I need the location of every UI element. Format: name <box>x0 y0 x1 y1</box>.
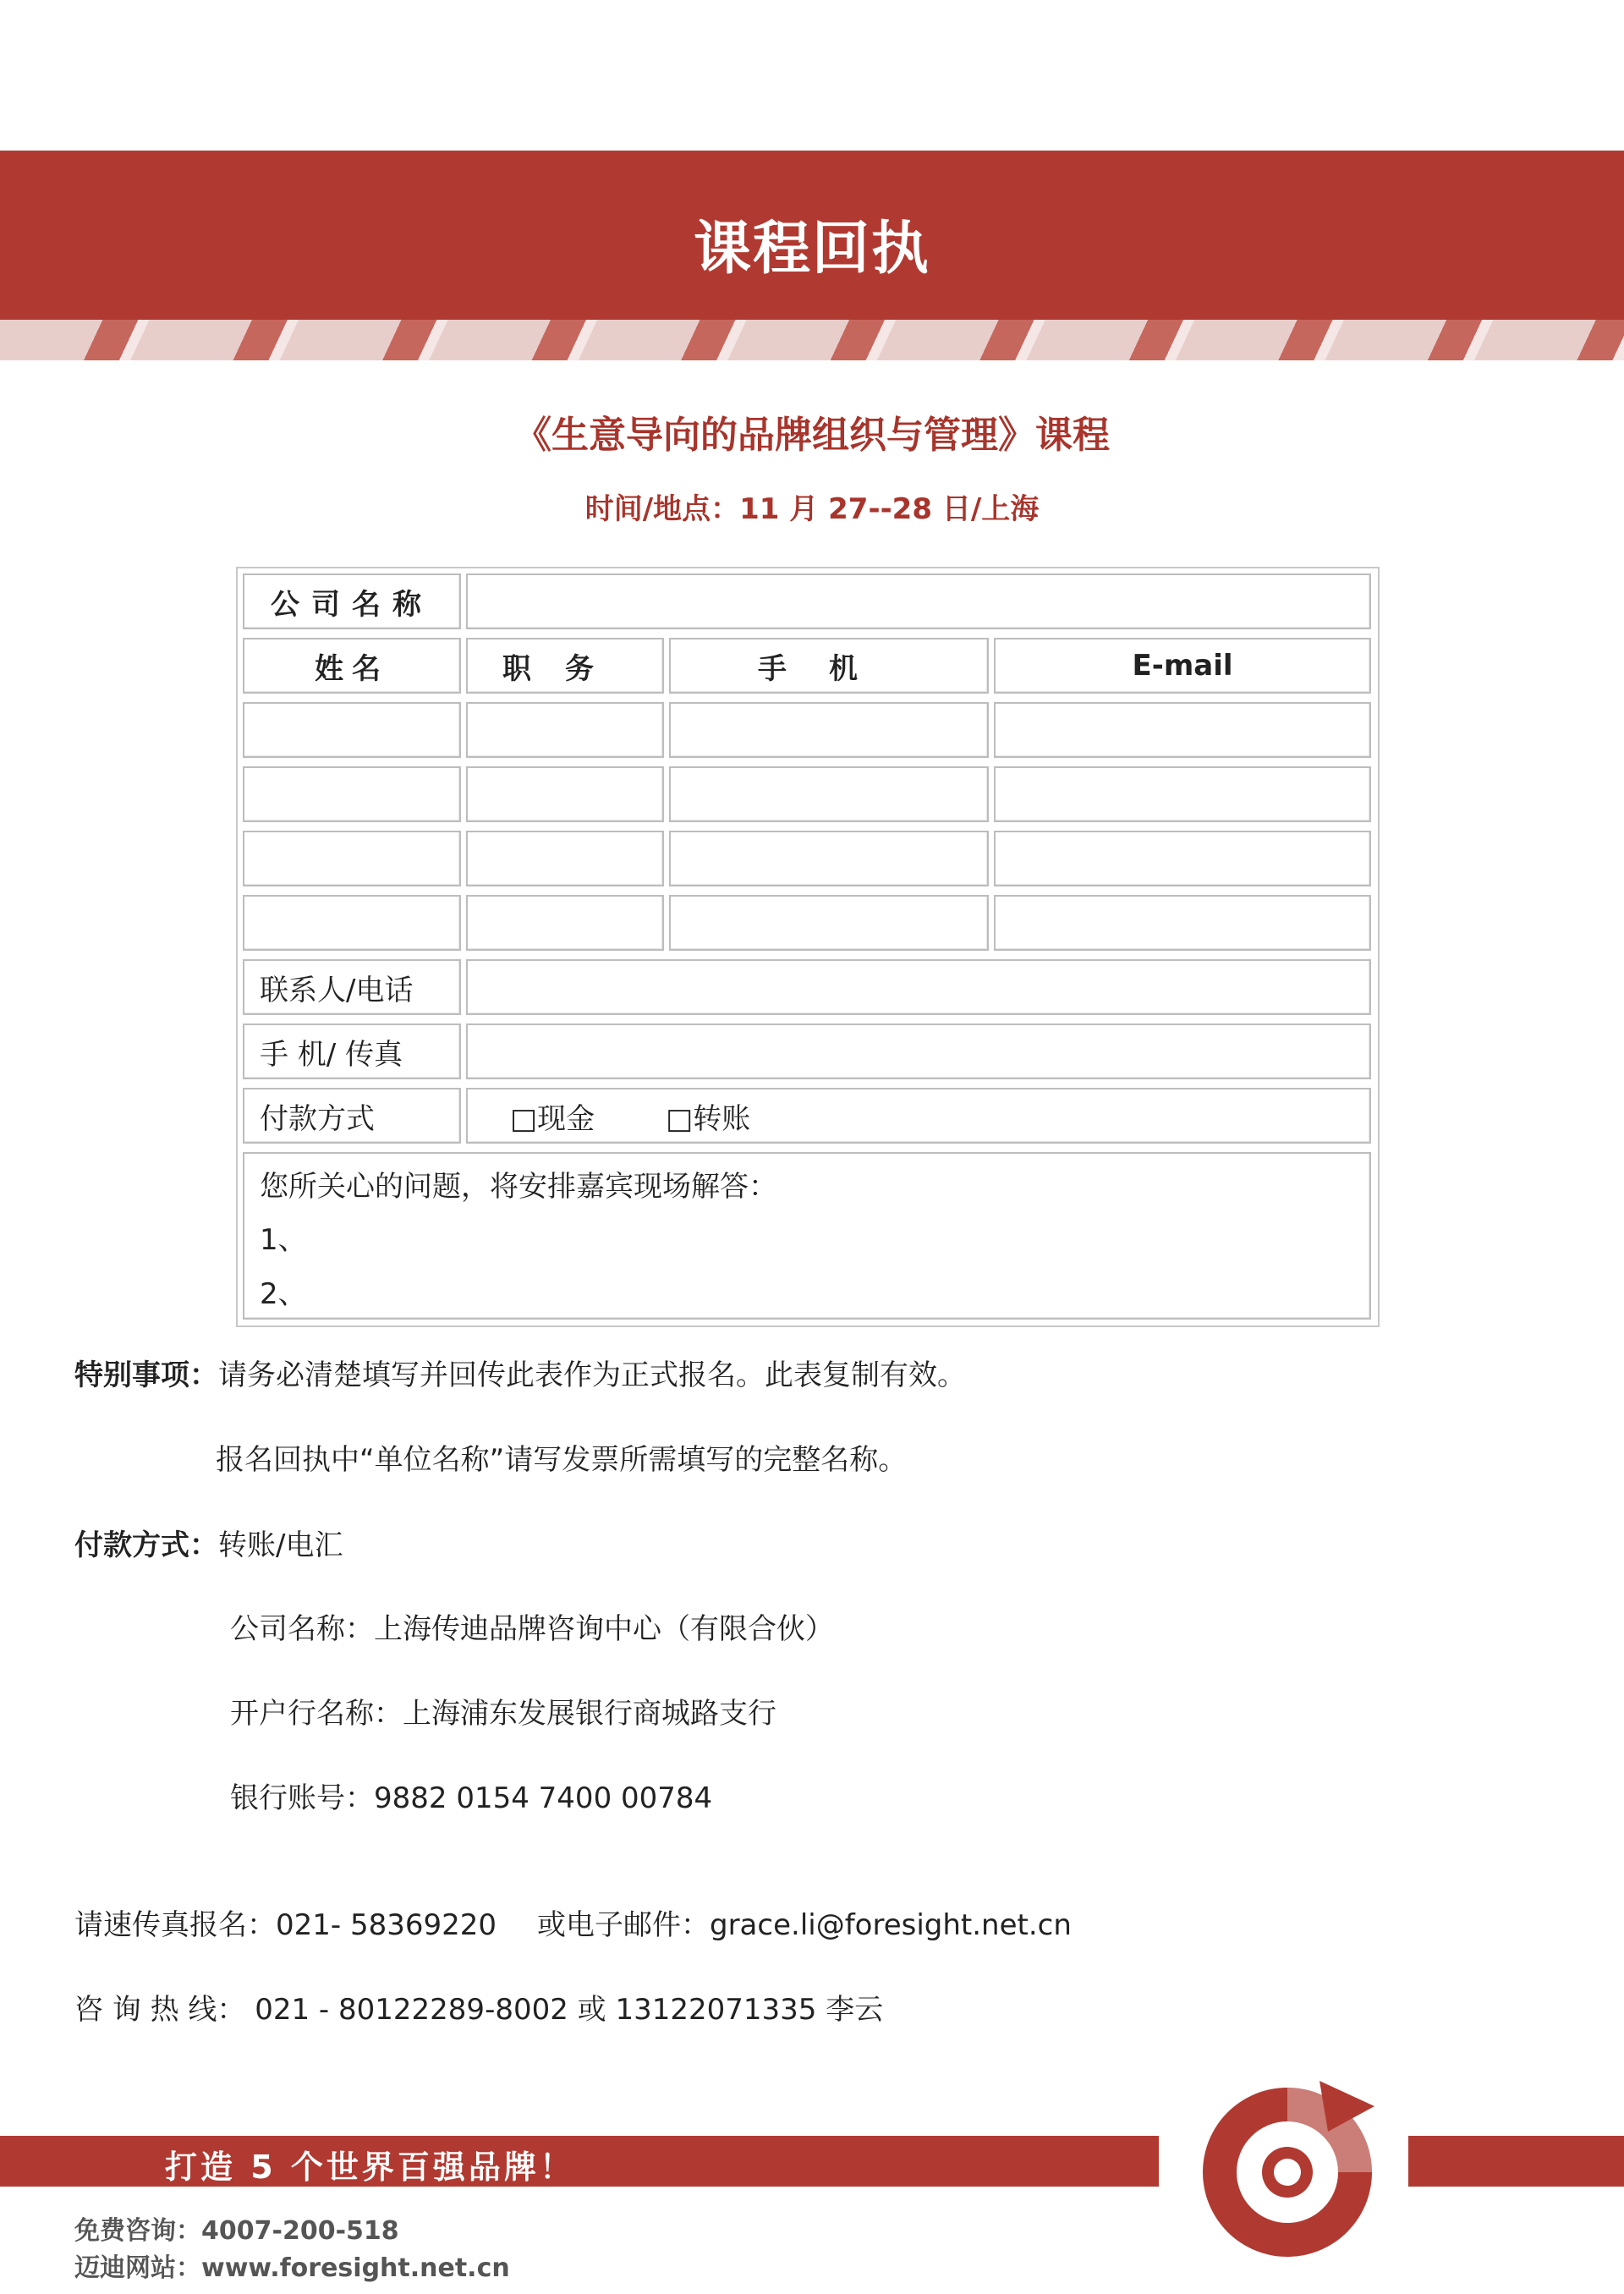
contact-phone-input[interactable] <box>466 959 1371 1015</box>
footer-bar-right <box>1408 2136 1624 2187</box>
decorative-stripe <box>0 320 1624 360</box>
payment-options <box>466 1088 1371 1144</box>
question-item-2: 2、 <box>260 1277 307 1311</box>
hotline: 咨 询 热 线： 021 - 80122289-8002 或 13122071335 李云 <box>74 1993 884 2027</box>
contact-phone-label: 联系人/电话 <box>243 959 461 1015</box>
col-header-position: 职务 <box>466 638 664 694</box>
page-title: 课程回执 <box>693 216 930 283</box>
attendee-position-input[interactable] <box>466 831 664 886</box>
payment-option-cash[interactable]: □现金 <box>510 1101 595 1136</box>
attendee-name-input[interactable] <box>243 831 461 886</box>
payee-account: 银行账号：9882 0154 7400 00784 <box>230 1781 713 1815</box>
col-header-email: E-mail <box>994 638 1371 694</box>
special-notes-label: 特别事项： <box>74 1358 218 1392</box>
special-notes-text2: 报名回执中“单位名称”请写发票所需填写的完整名称。 <box>216 1443 908 1477</box>
foresight-logo-icon <box>1193 2072 1387 2267</box>
registration-form <box>236 567 1380 1327</box>
payment-method-label: 付款方式 <box>243 1088 461 1144</box>
question-item-1: 1、 <box>260 1223 307 1257</box>
payment-info-line <box>74 1522 343 1563</box>
attendee-position-input[interactable] <box>466 702 664 758</box>
special-notes-text1: 请务必清楚填写并回传此表作为正式报名。此表复制有效。 <box>218 1358 966 1392</box>
fax-registration: 请速传真报名：021- 58369220 <box>74 1908 497 1942</box>
footer-website[interactable]: 迈迪网站：www.foresight.net.cn <box>74 2253 510 2283</box>
attendee-position-input[interactable] <box>466 895 664 951</box>
attendee-position-input[interactable] <box>466 766 664 822</box>
attendee-mobile-input[interactable] <box>669 702 989 758</box>
attendee-email-input[interactable] <box>994 766 1371 822</box>
payment-option-transfer[interactable]: □转账 <box>666 1101 751 1136</box>
company-name-label: 公司名称 <box>243 574 461 629</box>
company-name-input[interactable] <box>466 574 1371 629</box>
attendee-name-input[interactable] <box>243 766 461 822</box>
attendee-email-input[interactable] <box>994 831 1371 886</box>
course-time-location: 时间/地点：11 月 27--28 日/上海 <box>584 492 1040 526</box>
payment-info-label: 付款方式： <box>74 1528 218 1562</box>
footer-slogan: 打造 5 个世界百强品牌！ <box>165 2149 575 2186</box>
attendee-name-input[interactable] <box>243 895 461 951</box>
attendee-email-input[interactable] <box>994 895 1371 951</box>
footer-free-consult: 免费咨询：4007-200-518 <box>74 2216 399 2246</box>
special-notes-line1 <box>74 1352 966 1393</box>
questions-label: 您所关心的问题，将安排嘉宾现场解答： <box>260 1170 777 1204</box>
payee-company: 公司名称：上海传迪品牌咨询中心（有限合伙） <box>230 1612 834 1646</box>
attendee-mobile-input[interactable] <box>669 766 989 822</box>
payment-info-method: 转账/电汇 <box>218 1528 343 1562</box>
mobile-fax-input[interactable] <box>466 1024 1371 1079</box>
attendee-email-input[interactable] <box>994 702 1371 758</box>
attendee-mobile-input[interactable] <box>669 831 989 886</box>
attendee-mobile-input[interactable] <box>669 895 989 951</box>
payee-bank: 开户行名称：上海浦东发展银行商城路支行 <box>230 1697 776 1731</box>
col-header-mobile: 手机 <box>669 638 989 694</box>
attendee-name-input[interactable] <box>243 702 461 758</box>
col-header-name: 姓名 <box>243 638 461 694</box>
mobile-fax-label: 手 机/ 传真 <box>243 1024 461 1079</box>
questions-box[interactable] <box>243 1152 1371 1320</box>
course-title: 《生意导向的品牌组织与管理》课程 <box>514 414 1110 457</box>
email-registration[interactable]: 或电子邮件：grace.li@foresight.net.cn <box>537 1908 1072 1942</box>
